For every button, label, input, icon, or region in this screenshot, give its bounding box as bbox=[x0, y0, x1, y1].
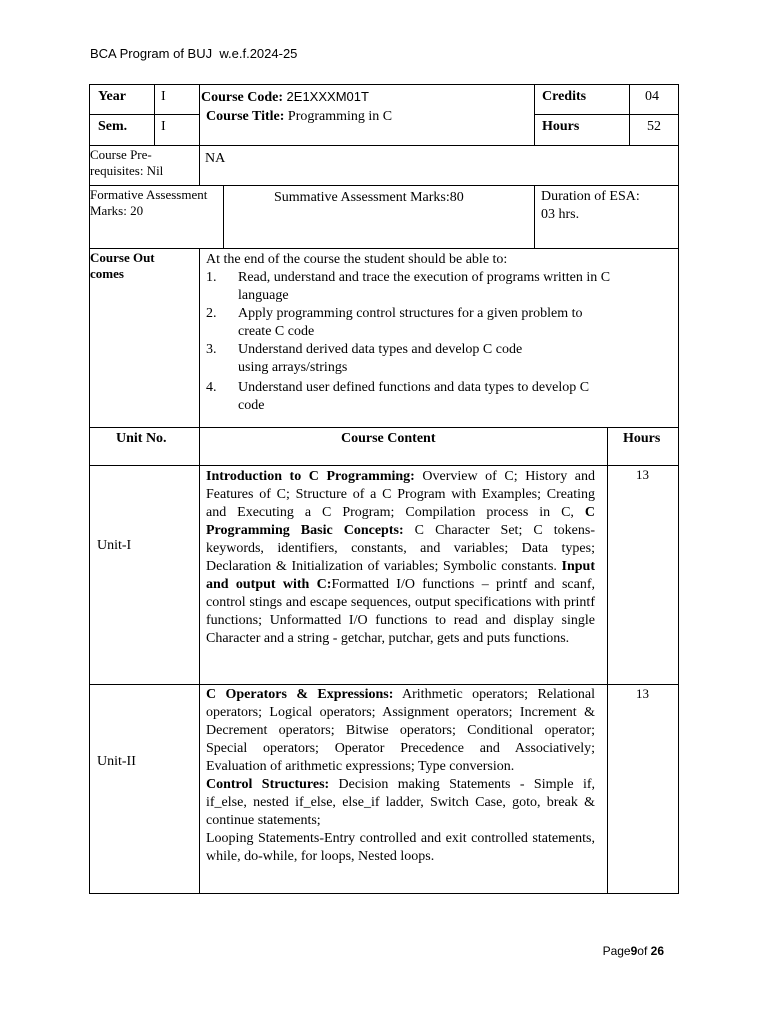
col-line bbox=[199, 84, 200, 185]
col-line bbox=[629, 84, 630, 145]
row-line bbox=[89, 145, 679, 146]
outcome-item: 1. Read, understand and trace the execution of programs written in C language bbox=[206, 270, 611, 303]
page-header bbox=[90, 46, 297, 61]
hours-value: 52 bbox=[647, 119, 661, 134]
year-value: I bbox=[161, 89, 166, 104]
unit-1-hours: 13 bbox=[636, 467, 649, 482]
col-header-hours: Hours bbox=[623, 431, 661, 446]
sem-value: I bbox=[161, 119, 166, 134]
year-label: Year bbox=[98, 89, 126, 104]
row-line bbox=[89, 185, 679, 186]
row-line bbox=[89, 427, 679, 428]
col-line bbox=[199, 248, 200, 894]
row-line bbox=[89, 248, 679, 249]
prereq-value: NA bbox=[205, 151, 226, 166]
outcome-item: 2. Apply programming control structures for a given problem to create C code bbox=[206, 306, 583, 339]
col-header-content: Course Content bbox=[341, 431, 436, 446]
course-title-label: Course Title: bbox=[206, 109, 285, 124]
outcomes-label-2: comes bbox=[90, 266, 124, 281]
course-title bbox=[206, 108, 392, 126]
col-line bbox=[607, 427, 608, 894]
outcomes-label-1: Course Out bbox=[90, 250, 155, 265]
unit-1-content: Introduction to C Programming: Overview of C; History and Features of C; Structure of a C Program with Examples; Creating and Executing a C Program; Compilation process in C, C Programming Basic Concepts: C Character Set; C tokens-keywords, identifiers, constants, and variables; Data types; Declaration & Initialization of variables; Symbolic constants. Input and output with C:Formatted I/O functions – printf and scanf, control stings and escape sequences, output specifications with printf functions; Unformatted I/O functions to read and display single Character and a string - getchar, putchar, gets and puts functions. bbox=[206, 469, 596, 646]
unit-2-name: Unit-II bbox=[97, 754, 136, 769]
outcomes-intro: At the end of the course the student should be able to: bbox=[206, 252, 508, 267]
summative-marks: Summative Assessment Marks:80 bbox=[274, 190, 464, 205]
row-line bbox=[534, 114, 679, 115]
formative-label-1: Formative Assessment bbox=[90, 187, 208, 202]
col-line bbox=[534, 84, 535, 145]
prereq-label-2: requisites: Nil bbox=[90, 163, 164, 178]
page-footer: Page9of 26 bbox=[602, 944, 664, 958]
course-title-value: Programming in C bbox=[287, 109, 393, 124]
course-code-label: Course Code: bbox=[201, 90, 284, 105]
sem-label: Sem. bbox=[98, 119, 128, 134]
unit-2-hours: 13 bbox=[636, 686, 649, 701]
row-line bbox=[89, 465, 679, 466]
outcome-item: 4. Understand user defined functions and data types to develop C code bbox=[206, 380, 590, 413]
wef-text: w.e.f.2024-25 bbox=[219, 46, 298, 61]
outcomes-list bbox=[206, 269, 616, 415]
prereq-label-1: Course Pre- bbox=[90, 147, 152, 162]
col-header-unit: Unit No. bbox=[116, 431, 167, 446]
hours-label: Hours bbox=[542, 119, 580, 134]
program-name: BCA Program of BUJ bbox=[90, 46, 213, 61]
col-line bbox=[534, 185, 535, 248]
credits-label: Credits bbox=[542, 89, 587, 104]
esa-duration-1: Duration of ESA: bbox=[541, 189, 640, 204]
row-line bbox=[89, 114, 200, 115]
esa-duration-2: 03 hrs. bbox=[541, 207, 580, 222]
course-code bbox=[201, 88, 369, 107]
col-line bbox=[154, 84, 155, 145]
credits-value: 04 bbox=[645, 89, 659, 104]
row-line bbox=[89, 684, 679, 685]
outcome-item: 3. Understand derived data types and develop C code using arrays/strings bbox=[206, 342, 523, 375]
unit-1-name: Unit-I bbox=[97, 538, 132, 553]
unit-2-content: C Operators & Expressions: Arithmetic operators; Relational operators; Logical operators; Assignment operators; Increment & Decrement operators; Bitwise operators; Conditional operator; Special operators; Operator Precedence and Associatively; Evaluation of arithmetic expressions; Type conversion. Control Structures: Decision making Statements - Simple if, if_else, nested if_else, else_if ladder, Switch Case, goto, break & continue statements; Looping Statements-Entry controlled and exit controlled statements, while, do-while, for loops, Nested loops. bbox=[206, 687, 596, 864]
col-line bbox=[223, 185, 224, 248]
course-code-value: 2E1XXXM01T bbox=[286, 89, 369, 104]
formative-label-2: Marks: 20 bbox=[90, 203, 144, 218]
